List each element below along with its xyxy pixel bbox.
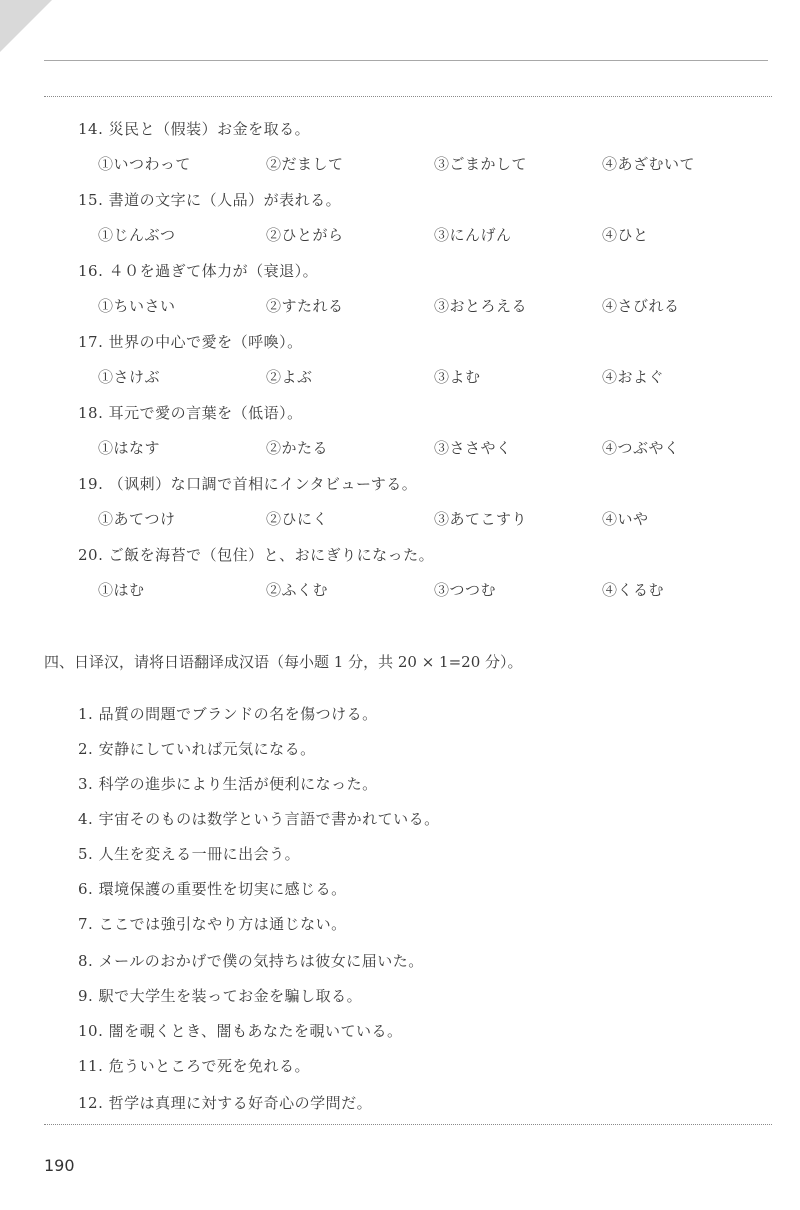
option-3: ③あてこすり	[434, 510, 528, 528]
sentence-number: 5.	[78, 845, 94, 863]
page-corner-decoration	[0, 0, 52, 52]
sentence-number: 12.	[78, 1094, 104, 1112]
option-2: ②ひにく	[266, 510, 329, 528]
sentence-text: ここでは強引なやり方は通じない。	[98, 915, 347, 933]
option-4: ④いや	[602, 510, 649, 528]
option-4: ④あざむいて	[602, 155, 696, 173]
option-2: ②よぶ	[266, 368, 313, 386]
sentence-4	[78, 808, 440, 829]
option-2: ②かたる	[266, 439, 329, 457]
option-2: ②ふくむ	[266, 581, 329, 599]
sentence-10	[78, 1020, 403, 1041]
option-1: ①ちいさい	[98, 297, 176, 315]
option-1: ①じんぶつ	[98, 226, 176, 244]
question-text: 書道の文字に（人品）が表れる。	[108, 191, 342, 209]
sentence-text: 闇を覗くとき、闇もあなたを覗いている。	[108, 1022, 403, 1040]
question-16-options	[98, 295, 758, 317]
option-4: ④およぐ	[602, 368, 665, 386]
question-number: 18.	[78, 404, 104, 422]
question-16	[78, 260, 318, 281]
question-number: 20.	[78, 546, 104, 564]
question-number: 17.	[78, 333, 104, 351]
option-3: ③ささやく	[434, 439, 512, 457]
sentence-text: 環境保護の重要性を切実に感じる。	[98, 880, 347, 898]
sentence-number: 3.	[78, 775, 94, 793]
option-3: ③にんげん	[434, 226, 512, 244]
sentence-text: 科学の進歩により生活が便利になった。	[98, 775, 378, 793]
question-number: 14.	[78, 120, 104, 138]
option-3: ③よむ	[434, 368, 481, 386]
sentence-text: 駅で大学生を装ってお金を騙し取る。	[98, 987, 363, 1005]
sentence-text: 危ういところで死を免れる。	[108, 1057, 310, 1075]
question-text: 災民と（假装）お金を取る。	[108, 120, 311, 138]
section-heading: 四、日译汉，请将日语翻译成汉语（每小题 1 分，共 20 × 1=20 分）。	[44, 653, 523, 671]
sentence-number: 1.	[78, 705, 94, 723]
option-4: ④つぶやく	[602, 439, 680, 457]
sentence-2	[78, 738, 316, 759]
question-17	[78, 331, 303, 352]
sentence-number: 9.	[78, 987, 94, 1005]
question-text: ４０を過ぎて体力が（衰退）。	[108, 262, 319, 280]
option-1: ①さけぶ	[98, 368, 161, 386]
sentence-9	[78, 985, 362, 1006]
question-14	[78, 118, 310, 139]
sentence-12	[78, 1092, 372, 1113]
question-number: 15.	[78, 191, 104, 209]
question-19-options	[98, 508, 758, 530]
option-2: ②だまして	[266, 155, 344, 173]
sentence-5	[78, 843, 300, 864]
sentence-number: 10.	[78, 1022, 104, 1040]
sentence-text: 品質の問題でブランドの名を傷つける。	[98, 705, 378, 723]
question-14-options	[98, 153, 758, 175]
sentence-text: 人生を変える一冊に出会う。	[98, 845, 301, 863]
question-text: ご飯を海苔で（包住）と、おにぎりになった。	[108, 546, 435, 564]
option-4: ④くるむ	[602, 581, 665, 599]
sentence-text: メールのおかげで僕の気持ちは彼女に届いた。	[98, 952, 424, 970]
question-19	[78, 473, 417, 494]
option-1: ①はなす	[98, 439, 161, 457]
sentence-text: 哲学は真理に対する好奇心の学問だ。	[108, 1094, 373, 1112]
sentence-number: 7.	[78, 915, 94, 933]
dotted-rule-top	[44, 96, 772, 97]
question-text: 耳元で愛の言葉を（低语）。	[108, 404, 303, 422]
option-1: ①はむ	[98, 581, 145, 599]
option-3: ③ごまかして	[434, 155, 528, 173]
question-15	[78, 189, 341, 210]
sentence-11	[78, 1055, 310, 1076]
question-number: 16.	[78, 262, 104, 280]
option-1: ①あてつけ	[98, 510, 176, 528]
option-2: ②すたれる	[266, 297, 344, 315]
sentence-7	[78, 913, 347, 934]
option-3: ③おとろえる	[434, 297, 528, 315]
sentence-1	[78, 703, 378, 724]
top-rule	[44, 60, 768, 61]
question-text: 世界の中心で愛を（呼喚）。	[108, 333, 303, 351]
sentence-number: 11.	[78, 1057, 104, 1075]
sentence-3	[78, 773, 378, 794]
page-number: 190	[44, 1156, 75, 1175]
option-4: ④さびれる	[602, 297, 680, 315]
question-20-options	[98, 579, 758, 601]
sentence-number: 6.	[78, 880, 94, 898]
question-18	[78, 402, 303, 423]
sentence-number: 2.	[78, 740, 94, 758]
question-text: （讽刺）な口調で首相にインタビューする。	[108, 475, 418, 493]
sentence-text: 安静にしていれば元気になる。	[98, 740, 316, 758]
sentence-text: 宇宙そのものは数学という言語で書かれている。	[98, 810, 440, 828]
sentence-number: 4.	[78, 810, 94, 828]
question-15-options	[98, 224, 758, 246]
dotted-rule-bottom	[44, 1124, 772, 1125]
sentence-number: 8.	[78, 952, 94, 970]
option-4: ④ひと	[602, 226, 649, 244]
question-17-options	[98, 366, 758, 388]
sentence-8	[78, 950, 424, 971]
option-3: ③つつむ	[434, 581, 497, 599]
option-1: ①いつわって	[98, 155, 191, 173]
option-2: ②ひとがら	[266, 226, 344, 244]
sentence-6	[78, 878, 347, 899]
question-18-options	[98, 437, 758, 459]
question-number: 19.	[78, 475, 104, 493]
question-20	[78, 544, 434, 565]
